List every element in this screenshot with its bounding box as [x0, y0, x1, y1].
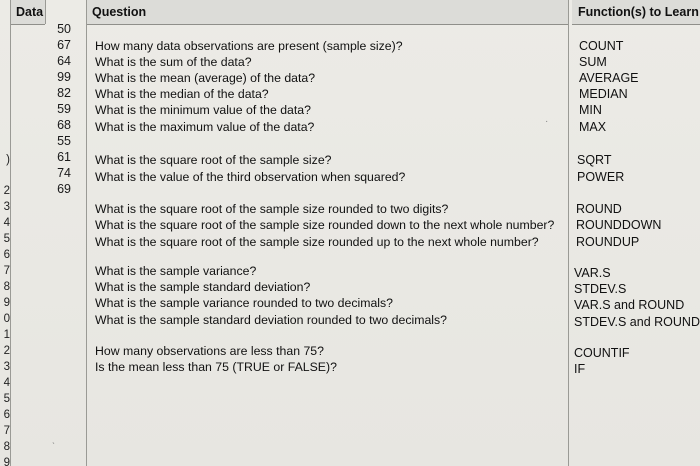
row-number[interactable]: 7: [3, 265, 10, 277]
row-number[interactable]: 8: [3, 281, 10, 293]
question-cell[interactable]: What is the square root of the sample size rounded to two digits?: [95, 202, 449, 216]
data-cell[interactable]: 64: [57, 54, 71, 68]
function-cell[interactable]: STDEV.S: [574, 282, 627, 296]
header-question-label: Question: [92, 5, 147, 19]
row-number[interactable]: 2: [3, 345, 10, 357]
header-question[interactable]: [86, 0, 568, 25]
question-cell[interactable]: How many data observations are present (sample size)?: [95, 39, 403, 53]
row-number[interactable]: 5: [3, 393, 10, 405]
question-cell[interactable]: Is the mean less than 75 (TRUE or FALSE)?: [95, 360, 337, 374]
data-cell[interactable]: 67: [57, 38, 71, 52]
question-cell[interactable]: What is the square root of the sample size rounded down to the next whole number?: [95, 218, 555, 232]
row-number[interactable]: ): [6, 154, 10, 166]
row-number[interactable]: 7: [3, 425, 10, 437]
question-cell[interactable]: What is the value of the third observation when squared?: [95, 170, 406, 184]
function-cell[interactable]: POWER: [577, 170, 625, 184]
data-cell[interactable]: 61: [57, 150, 71, 164]
row-number[interactable]: 0: [3, 313, 10, 325]
question-cell[interactable]: What is the mean (average) of the data?: [95, 71, 316, 85]
cursor-mark-icon: ˎ: [52, 434, 56, 445]
function-cell[interactable]: IF: [574, 362, 586, 376]
question-cell[interactable]: What is the sample variance?: [95, 264, 257, 278]
row-number[interactable]: 6: [3, 409, 10, 421]
function-cell[interactable]: COUNT: [579, 39, 624, 53]
function-cell[interactable]: MEDIAN: [579, 87, 628, 101]
row-number[interactable]: 9: [3, 297, 10, 309]
row-number[interactable]: 9: [3, 457, 10, 466]
function-cell[interactable]: MAX: [579, 120, 607, 134]
data-cell[interactable]: 99: [57, 70, 71, 84]
row-number[interactable]: 8: [3, 441, 10, 453]
function-cell[interactable]: COUNTIF: [574, 346, 630, 360]
data-cell[interactable]: 59: [57, 102, 71, 116]
column-divider: [568, 0, 569, 466]
function-cell[interactable]: MIN: [579, 103, 602, 117]
cursor-mark-icon: ·: [545, 116, 549, 127]
question-cell[interactable]: What is the sum of the data?: [95, 55, 252, 69]
question-cell[interactable]: What is the minimum value of the data?: [95, 103, 311, 117]
question-cell[interactable]: What is the median of the data?: [95, 87, 269, 101]
row-number[interactable]: 4: [3, 217, 10, 229]
data-cell[interactable]: 55: [57, 134, 71, 148]
function-cell[interactable]: VAR.S: [574, 266, 611, 280]
row-number[interactable]: 1: [3, 329, 10, 341]
header-functions-label: Function(s) to Learn: [578, 5, 699, 19]
question-cell[interactable]: What is the square root of the sample size rounded up to the next whole number?: [95, 235, 539, 249]
column-divider: [45, 0, 46, 24]
data-cell[interactable]: 68: [57, 118, 71, 132]
function-cell[interactable]: STDEV.S and ROUND: [574, 315, 700, 329]
row-number[interactable]: 3: [3, 361, 10, 373]
function-cell[interactable]: SUM: [579, 55, 607, 69]
question-cell[interactable]: What is the sample standard deviation?: [95, 280, 311, 294]
header-functions[interactable]: [572, 0, 700, 25]
header-data-label: Data: [16, 5, 44, 19]
row-number[interactable]: 6: [3, 249, 10, 261]
function-cell[interactable]: ROUND: [576, 202, 622, 216]
data-cell[interactable]: 69: [57, 182, 71, 196]
question-cell[interactable]: How many observations are less than 75?: [95, 344, 324, 358]
column-divider: [10, 0, 11, 466]
row-number[interactable]: 2: [3, 185, 10, 197]
function-cell[interactable]: ROUNDDOWN: [576, 218, 662, 232]
question-cell[interactable]: What is the maximum value of the data?: [95, 120, 315, 134]
function-cell[interactable]: SQRT: [577, 153, 612, 167]
row-number[interactable]: 5: [3, 233, 10, 245]
data-cell[interactable]: 82: [57, 86, 71, 100]
question-cell[interactable]: What is the square root of the sample size?: [95, 153, 332, 167]
question-cell[interactable]: What is the sample standard deviation rounded to two decimals?: [95, 313, 448, 327]
data-cell[interactable]: 74: [57, 166, 71, 180]
function-cell[interactable]: VAR.S and ROUND: [574, 298, 685, 312]
row-number[interactable]: 3: [3, 201, 10, 213]
question-cell[interactable]: What is the sample variance rounded to two decimals?: [95, 296, 394, 310]
function-cell[interactable]: AVERAGE: [579, 71, 639, 85]
function-cell[interactable]: ROUNDUP: [576, 235, 640, 249]
data-cell[interactable]: 50: [57, 22, 71, 36]
column-divider: [86, 0, 87, 466]
row-number[interactable]: 4: [3, 377, 10, 389]
